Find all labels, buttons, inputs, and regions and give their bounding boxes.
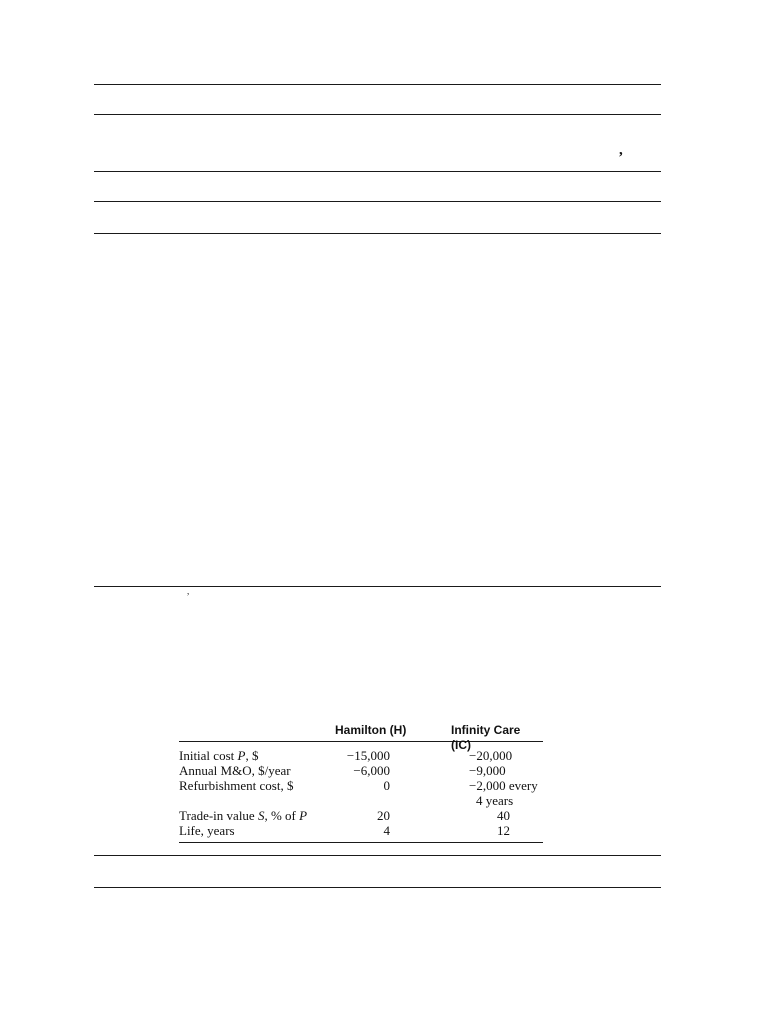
row-label: Refurbishment cost, $ <box>179 778 294 793</box>
hamilton-value: −6,000 <box>353 763 390 778</box>
table-row <box>179 748 543 763</box>
table-row-continuation <box>179 793 543 808</box>
table-row <box>179 808 543 823</box>
table-header <box>179 721 543 752</box>
divider-8 <box>94 887 661 888</box>
infinity-value: −9,000 <box>469 763 506 778</box>
divider-5 <box>94 233 661 234</box>
table-body <box>179 742 543 838</box>
infinity-value-continued: 4 years <box>476 793 514 808</box>
divider-4 <box>94 201 661 202</box>
small-comma-mark: , <box>187 586 190 596</box>
table-row <box>179 763 543 778</box>
row-label: Trade-in value S, % of P <box>179 808 308 823</box>
row-label: Annual M&O, $/year <box>179 763 291 778</box>
infinity-value: 12 <box>497 823 510 838</box>
divider-7 <box>94 855 661 856</box>
hamilton-value: 0 <box>383 778 390 793</box>
header-hamilton: Hamilton (H) <box>335 723 407 737</box>
row-label: Life, years <box>179 823 235 838</box>
hamilton-value: −15,000 <box>346 748 390 763</box>
cost-comparison-table <box>179 721 543 843</box>
table-bottom-rule <box>179 842 543 843</box>
header-infinity-care: Infinity Care (IC) <box>451 723 521 752</box>
divider-1 <box>94 84 661 85</box>
infinity-value: −20,000 <box>469 748 513 763</box>
infinity-value: 40 <box>497 808 510 823</box>
infinity-value: −2,000 every <box>469 778 538 793</box>
table-row <box>179 778 543 793</box>
row-label: Initial cost P, $ <box>179 748 259 763</box>
hamilton-value: 20 <box>377 808 390 823</box>
table-row <box>179 823 543 838</box>
hamilton-value: 4 <box>383 823 390 838</box>
divider-6 <box>94 586 661 587</box>
divider-3 <box>94 171 661 172</box>
comma-mark: , <box>619 142 623 158</box>
divider-2 <box>94 114 661 115</box>
